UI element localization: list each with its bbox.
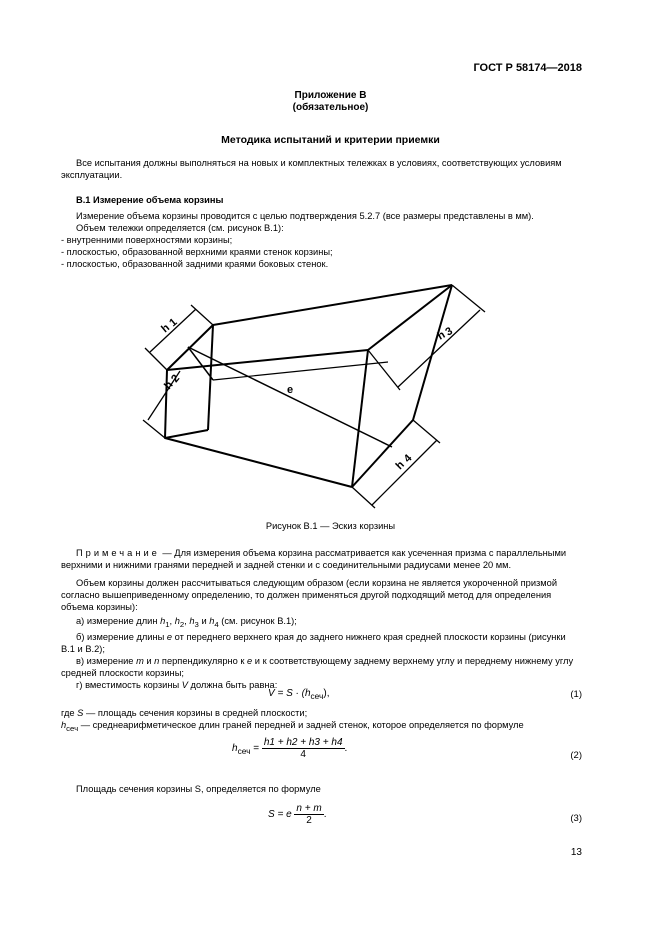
where-h: $h_{сеч}$ — среднеарифметическое длин граней передней и задней стенок, которое определяется по формуле: [61, 720, 524, 733]
subsection-line: Измерение объема корзины проводится с целью подтверждения 5.2.7 (все размеры представлены в мм).: [76, 211, 534, 221]
h1-extension: [191, 305, 213, 325]
appendix-title: Приложение В: [294, 90, 367, 101]
appendix-status: (обязательное): [292, 102, 369, 113]
formula-3-number: (3): [570, 813, 582, 824]
note-prefix: Примечание: [76, 548, 160, 558]
h4-extension: [413, 420, 440, 443]
label-h4: 4: [401, 452, 415, 466]
label-h1: 1: [167, 316, 180, 330]
label-h4: h: [393, 458, 407, 473]
label-h3: h: [435, 328, 448, 343]
formula-1-number: (1): [570, 689, 582, 700]
step-c: в) измерение m и n перпендикулярно к e и к соответствующему заднему верхнему углу и переднему нижнему углу средней плоскости корзины;: [61, 655, 574, 678]
h1-dimension-line: [150, 309, 196, 352]
h4-dimension-line: [372, 440, 437, 505]
subsection-list-item: - плоскостью, образованной задними краями боковых стенок.: [61, 259, 329, 269]
subsection-list-item: - плоскостью, образованной верхними краями стенок корзины;: [61, 247, 333, 257]
intro-paragraph: Все испытания должны выполняться на новых и комплектных тележках в условиях, соответствующих условиям эксплуатации.: [61, 158, 562, 180]
subsection-list-item: - внутренними поверхностями корзины;: [61, 235, 233, 245]
document-id: ГОСТ Р 58174—2018: [473, 62, 582, 74]
bottom-edge: [165, 438, 352, 487]
step-d: г) вместимость корзины V должна быть равна:: [76, 679, 278, 690]
formula-2-number: (2): [570, 750, 582, 761]
formula-3: S = e $\frac{n + m}{2}$ .: [268, 803, 327, 826]
label-h1: h: [159, 321, 173, 336]
section-title: Методика испытаний и критерии приемки: [221, 134, 440, 146]
label-h2: 2: [169, 372, 183, 385]
diagonal-e: [188, 347, 392, 447]
back-vertical-edge: [352, 350, 368, 487]
middle-plane: [188, 347, 213, 380]
subsection-line: Объем тележки определяется (см. рисунок В.1):: [76, 223, 284, 233]
middle-plane: [213, 362, 388, 380]
label-e: e: [287, 384, 294, 396]
h1-extension: [145, 348, 167, 370]
subsection-title: В.1 Измерение объема корзины: [76, 195, 224, 205]
procedure-text: [61, 577, 582, 691]
rear-right-edge: [413, 285, 452, 420]
formula-1: $V = S \cdot (h_{сеч})$,: [268, 688, 330, 701]
label-h2: h: [162, 379, 176, 392]
h4-extension: [352, 487, 375, 508]
figure-caption: Рисунок В.1 — Эскиз корзины: [265, 521, 396, 531]
h3-dimension-line: [398, 310, 480, 387]
step-b: б) измерение длины e от переднего верхнего края до заднего нижнего края средней плоскости корзины (рисунки В.1 и В.2);: [61, 631, 566, 654]
step-a: а) измерение длин $h_1$, $h_2$, $h_3$ и $h_4$ (см. рисунок В.1);: [76, 616, 297, 629]
h3-extension: [368, 350, 400, 390]
page-number: 13: [570, 847, 582, 858]
label-h3: 3: [443, 325, 455, 339]
front-top-edge: [213, 285, 452, 325]
formula-2: $h_{сеч}$ = $\frac{h1 + h2 + h3 + h4}{4}$ .: [232, 737, 348, 760]
front-wall-edge: [165, 325, 213, 438]
h2-extension: [143, 420, 165, 438]
note-text: — Для измерения объема корзина рассматривается как усеченная призма с параллельными верхними и нижними гранями передней и задней стенки и с соединительными радиусами менее 20 мм.: [61, 548, 567, 570]
note-paragraph: [61, 547, 582, 571]
h3-extension: [452, 285, 485, 312]
where-s: где S — площадь сечения корзины в средней плоскости;: [61, 708, 308, 718]
procedure-intro: Объем корзины должен рассчитываться следующим образом (если корзина не является укороченной призмой согласно вышеприведенному определению, то должен применяться другой подходящий метод для определения объема корзины):: [61, 578, 558, 612]
s-intro: Площадь сечения корзины S, определяется по формуле: [76, 784, 321, 794]
